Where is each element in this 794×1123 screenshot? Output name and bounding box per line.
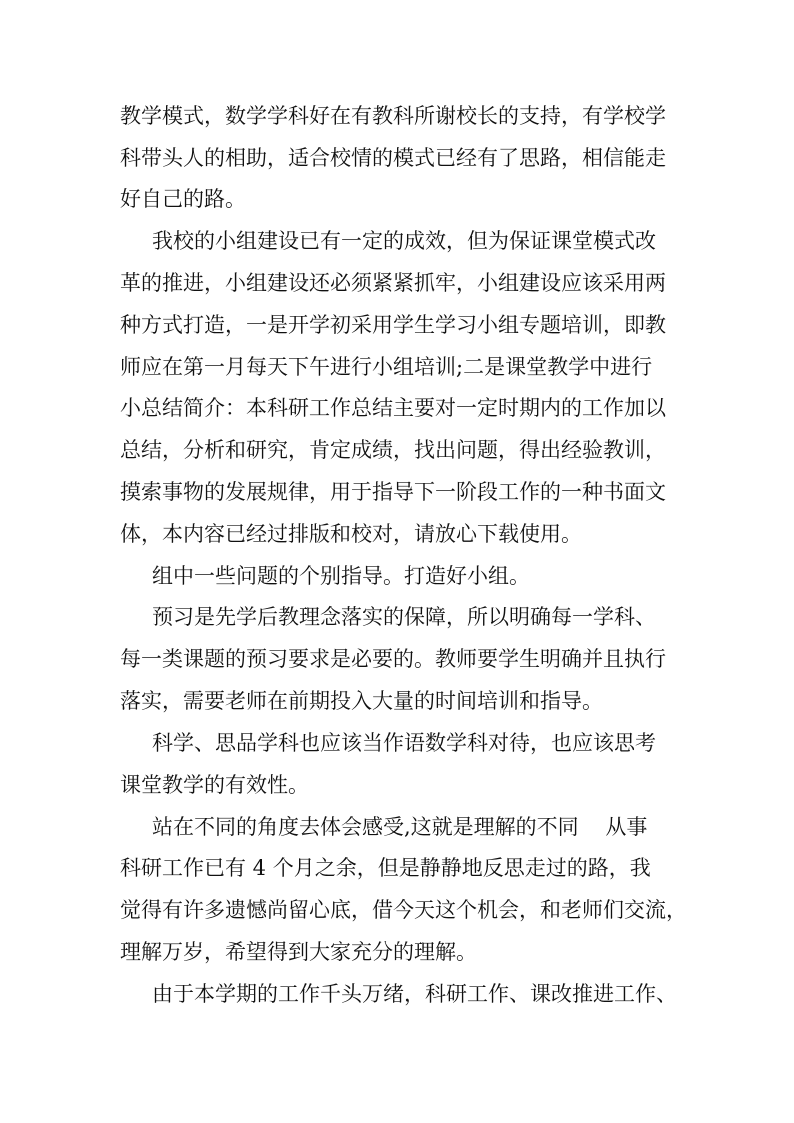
text-line: 科带头人的相助，适合校情的模式已经有了思路，相信能走 [120,146,666,170]
text-line: 师应在第一月每天下午进行小组培训;二是课堂教学中进行 [120,355,653,379]
paragraph-first-line: 预习是先学后教理念落实的保障，所以明确每一学科、 [152,605,656,629]
text-line: 教学模式，数学学科好在有教科所谢校长的支持，有学校学 [120,104,666,128]
text-line: 总结，分析和研究，肯定成绩，找出问题，得出经验教训， [120,438,666,462]
text-line: 理解万岁，希望得到大家充分的理解。 [120,940,477,964]
paragraph-first-line: 我校的小组建设已有一定的成效，但为保证课堂模式改 [152,229,656,253]
paragraph-first-line: 站在不同的角度去体会感受,这就是理解的不同 从事 [152,815,648,839]
text-line: 革的推进，小组建设还必须紧紧抓牢，小组建设应该采用两 [120,271,666,295]
paragraph-first-line: 组中一些问题的个别指导。打造好小组。 [152,564,530,588]
text-line: 好自己的路。 [120,187,246,211]
text-line: 觉得有许多遗憾尚留心底，借今天这个机会，和老师们交流， [120,898,687,922]
text-line: 种方式打造，一是开学初采用学生学习小组专题培训，即教 [120,313,666,337]
paragraph-first-line: 由于本学期的工作千头万绪，科研工作、课改推进工作、 [152,982,677,1006]
text-line: 每一类课题的预习要求是必要的。教师要学生明确并且执行 [120,647,666,671]
text-line: 落实，需要老师在前期投入大量的时间培训和指导。 [120,689,603,713]
text-line: 科研工作已有 4 个月之余，但是静静地反思走过的路，我 [120,856,651,880]
paragraph-first-line: 科学、思品学科也应该当作语数学科对待，也应该思考 [152,731,656,755]
text-line: 体，本内容已经过排版和校对，请放心下载使用。 [120,522,582,546]
text-line: 小总结简介：本科研工作总结主要对一定时期内的工作加以 [120,396,666,420]
text-line: 摸索事物的发展规律，用于指导下一阶段工作的一种书面文 [120,480,666,504]
text-line: 课堂教学的有效性。 [120,773,309,797]
document-page [120,0,687,1123]
